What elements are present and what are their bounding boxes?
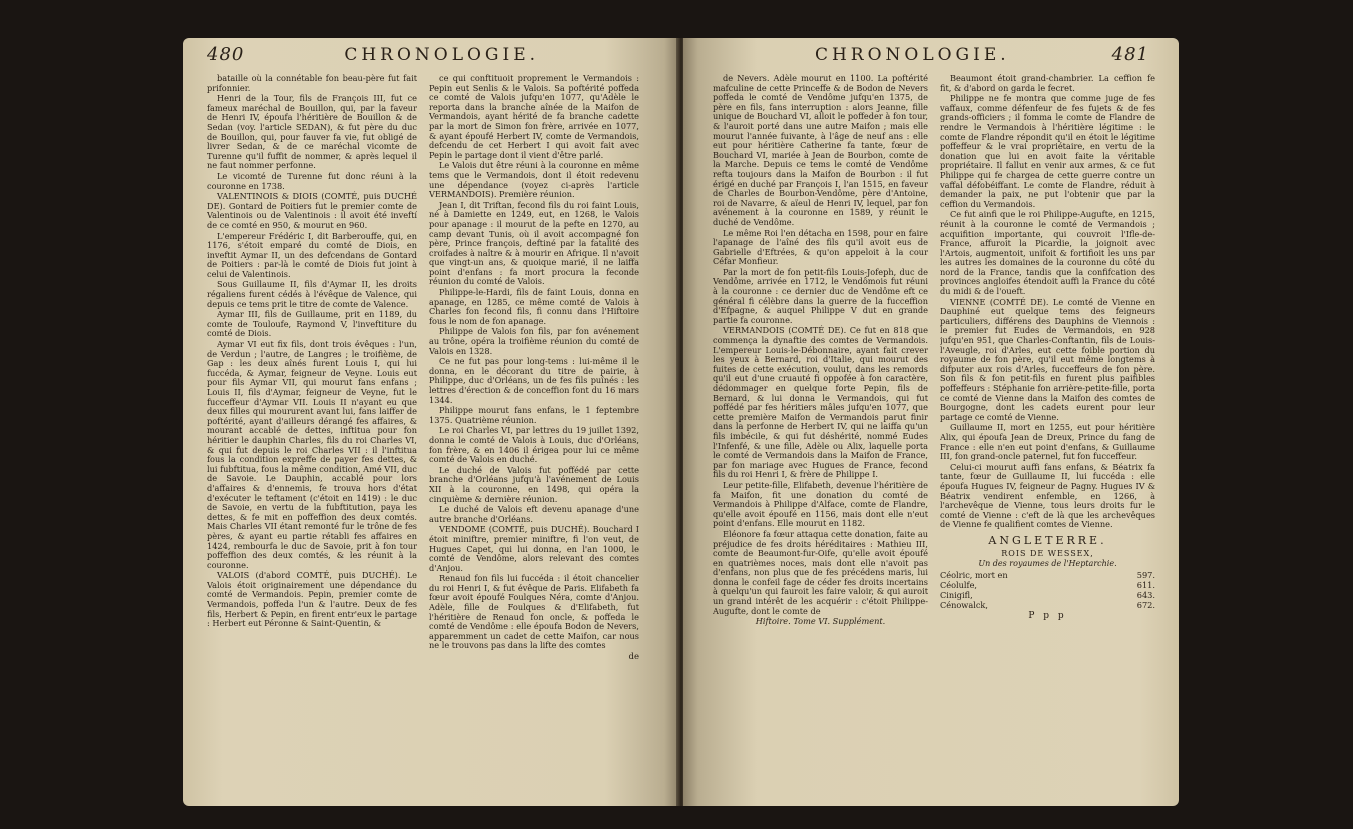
entry-valois: VALOIS (d'abord COMTÉ, puis DUCHÉ). Le Valois étoit originairement une dépendance du comté de Vermandois. Pepin, premier comte de Vermandois, poffeda l'un & l'autre. Deux de fes fils, Herbert & Pepin, en firent entr'eux le partage : Herbert eut Péronne & Saint-Quentin, & [207, 570, 417, 629]
king-name: Céolulfe, [940, 579, 978, 590]
paragraph: Ce fut ainfi que le roi Philippe-Augufte, en 1215, réunit à la couronne le comté de Vermandois ; acquifition importante, qui couvroit l'Ifle-de-France, affuroit la Picardie, la joignoit avec l'Artois, augmentoit, unifoit & fortifioit les uns par les autres les domaines de la couronne du côté du nord de la France, tandis que la confifcation des provinces angloifes étendoit auffi la France du côté du midi & de l'oueft. [940, 209, 1155, 297]
entry-vendome: VENDOME (COMTÉ, puis DUCHÉ). Bouchard I étoit miniftre, premier miniftre, fi l'on veut, de Hugues Capet, qui lui donna, en l'an 1000, le comté de Vendôme, alors relevant des comtes d'Anjou. [429, 524, 639, 573]
paragraph: Le même Roi l'en détacha en 1598, pour en faire l'apanage de l'aîné des fils qu'il avoit eus de Gabrielle d'Eftrées, & qu'on appeloit à la cour Céfar Monfieur. [713, 227, 928, 267]
left-running-head: CHRONOLOGIE. [344, 45, 540, 65]
paragraph: Aymar VI eut fix fils, dont trois évêques : l'un, de Verdun ; l'autre, de Langres ; le troifième, de Gap : les deux aînés furent Louis I, qui lui fuccéda, & Aymar, feigneur de Veyne. Louis eut pour fils Aymar VII, qui mourut fans enfans ; Louis II, fils d'Aymar, feigneur de Veyne, fut le fucceffeur d'Aymar VII. Louis II n'ayant eu que deux filles qui moururent avant lui, fans laiffer de poftérité, ayant d'ailleurs dérangé fes affaires, & mourant accablé de dettes, inftitua pour fon héritier le dauphin Charles, fils du roi Charles VI, & qui fut depuis le roi Charles VII : il l'inftitua fous la condition expreffe de payer fes dettes, & lui fubftitua, fous la même condition, Amé VII, duc de Savoie. Le Dauphin, accablé pour lors d'affaires & d'ennemis, fe trouva hors d'état d'exécuter le teftament (c'étoit en 1419) : le duc de Savoie, en vertu de la fubftitution, paya les dettes, & fe mit en poffeffion des deux comtés. Mais Charles VII étant remonté fur le trône de fes pères, & ayant eu partie rétabli fes affaires en 1424, rembourfa le duc de Savoie, prit à fon tour poffeffion des deux comtés, & les réunit à la couronne. [207, 339, 417, 570]
left-columns [207, 74, 639, 796]
paragraph: Philippe mourut fans enfans, le 1 feptembre 1375. Quatrième réunion. [429, 405, 639, 425]
left-page-header [207, 44, 639, 68]
paragraph: Philippe de Valois fon fils, par fon avénement au trône, opéra la troifième réunion du comté de Valois en 1328. [429, 326, 639, 356]
paragraph: Philippe-le-Hardi, fils de faint Louis, donna en apanage, en 1285, ce même comté de Valois à Charles fon fecond fils, fi connu dans l'Hiftoire fous le nom de fon apanage. [429, 287, 639, 326]
right-page-header [713, 44, 1149, 68]
paragraph: bataille où la connétable fon beau-père fut fait prifonnier. [207, 74, 417, 93]
paragraph: Aymar III, fils de Guillaume, prit en 1189, du comte de Touloufe, Raymond V, l'inveftiture du comté de Diois. [207, 309, 417, 339]
king-year: 611. [1136, 579, 1155, 590]
right-page [683, 38, 1179, 806]
paragraph: Philippe ne fe montra que comme juge de fes vaffaux, comme défenfeur de fes fujets & de fes grands-officiers ; il fomma le comte de Flandre de rendre le Vermandois à l'héritière légitime : le comte de Flandre répondit qu'il en étoit le légitime poffeffeur & le vrai propriétaire, en vertu de la donation que lui en avoit faite la véritable propriétaire. Il fallut en venir aux armes, & ce fut Philippe qui fe chargea de cette guerre contre un vaffal défobéiffant. Le comte de Flandre, réduit à demander la paix, ne put l'obtenir que par la ceffion du Vermandois. [940, 93, 1155, 209]
list-item [940, 590, 1155, 600]
paragraph: Celui-ci mourut auffi fans enfans, & Béatrix fa tante, fœur de Guillaume II, lui fuccéda : elle époufa Hugues IV, feigneur de Pagny. Hugues IV & Béatrix vendirent enfemble, en 1266, à l'archevêque de Vienne, tous leurs droits fur le comté de Vienne : c'eft de là que les archevêques de Vienne fe qualifient comtes de Vienne. [940, 461, 1155, 530]
list-item [940, 580, 1155, 590]
right-column-2 [940, 74, 1155, 796]
entry-valentinois: VALENTINOIS & DIOIS (COMTÉ, puis DUCHÉ DE). Gontard de Poitiers fut le premier comte de Valentinois ou de Valentinois : il avoit été inveftí de ce comté en 950, & mourut en 960. [207, 191, 417, 230]
catchword: de [628, 652, 639, 663]
footer-note: Hiftoire. Tome VI. Supplément. [755, 616, 886, 627]
entry-vienne: VIENNE (COMTÉ DE). Le comté de Vienne en Dauphiné eut quelque tems des feigneurs particuliers, différens des Dauphins de Viennois : le premier fut Eudes de Vermandois, en 928 jufqu'en 951, que Charles-Conftantin, fils de Louis-l'Aveugle, roi d'Arles, eut cette foible portion du royaume de fon père, qu'il eut même longtems à difputer aux rois d'Arles, fucceffeurs de fon père. Son fils & fon petit-fils en furent plus paifibles poffeffeurs : Stéphanie fon arrière-petite-fille, porta ce comté de Vienne dans la Maifon des comtes de Bourgogne, dont les cadets eurent pour leur partage ce comté de Vienne. [940, 296, 1155, 422]
right-running-head: CHRONOLOGIE. [814, 45, 1010, 65]
subsection-subtitle: Un des royaumes de l'Heptarchie. [978, 559, 1117, 569]
list-item [940, 600, 1155, 610]
list-item [940, 570, 1155, 580]
left-page [183, 38, 679, 806]
paragraph: Eléonore fa fœur attaqua cette donation, faite au préjudice de fes droits héréditaires : Mathieu III, comte de Beaumont-fur-Oife, qu'elle avoit époufé en quatrièmes noces, mais dont elle n'avoit pas d'enfans, non plus que de fes précédens maris, lui donna le confeil fage de céder fes droits incertains à quelqu'un qui fauroit les faire valoir, & qui auroit un grand intérêt de les acquérir : c'étoit Philippe-Augufte, dont le comte de [713, 528, 928, 616]
paragraph: L'empereur Frédéric I, dit Barberouffe, qui, en 1176, s'étoit emparé du comté de Diois, en inveftit Aymar II, un des defcendans de Gontard de Poitiers : par-là le comté de Diois fut joint à celui de Valentinois. [207, 230, 417, 279]
king-list [940, 570, 1155, 610]
paragraph: Guillaume II, mort en 1255, eut pour héritière Alix, qui époufa Jean de Dreux, Prince du fang de France : elle n'en eut point d'enfans, & Guillaume III, fon grand-oncle paternel, fut fon fucceffeur. [940, 422, 1155, 462]
paragraph: Ce ne fut pas pour long-tems : lui-même il le donna, en le décorant du titre de pairie, à Philippe, duc d'Orléans, un de fes fils puînés : les lettres d'érection & de conceffion font du 16 mars 1344. [429, 356, 639, 405]
paragraph: Sous Guillaume II, fils d'Aymar II, les droits régaliens furent cédés à l'évêque de Valence, qui depuis ce tems prit le titre de comte de Valence. [207, 279, 417, 309]
king-year: 672. [1136, 599, 1155, 610]
king-name: Cénowalck, [940, 599, 988, 610]
paragraph: Leur petite-fille, Elifabeth, devenue l'héritière de fa Maifon, fit une donation du comté de Vermandois à Philippe d'Alface, comte de Flandre, qu'elle avoit époufé en 1156, mais dont elle n'eut point d'enfans. Elle mourut en 1182. [713, 479, 928, 529]
subsection-title: ROIS DE WESSEX, [1001, 548, 1094, 558]
paragraph: de Nevers. Adèle mourut en 1100. La poftérité mafculine de cette Princeffe & de Bodon de Nevers poffeda le comté de Vendôme jufqu'en 1375, de père en fils, fans interruption : alors Jeanne, fille unique de Bouchard VI, alloit le poffeder à fon tour, & l'auroit porté dans une autre Maifon ; mais elle mourut l'année fuivante, à l'âge de neuf ans : elle eut pour héritière Catherine fa tante, fœur de Bouchard VI, mariée à Jean de Bourbon, comte de la Marche. Depuis ce tems le comté de Vendôme refta toujours dans la Maifon de Bourbon : il fut érigé en duché par François I, l'an 1515, en faveur de Charles de Bourbon-Vendôme, père d'Antoine, roi de Navarre, & aïeul de Henri IV, lequel, par fon avénement à la couronne en 1589, y réunit le duché de Vendôme. [713, 74, 928, 227]
left-folio: 480 [207, 44, 245, 65]
king-name: Céolric, mort en [940, 569, 1008, 580]
signature-mark: P p p [1028, 610, 1067, 621]
paragraph: Par la mort de fon petit-fils Louis-Jofeph, duc de Vendôme, arrivée en 1712, le Vendômois fut réuni à la couronne : ce dernier duc de Vendôme eft ce général fi célèbre dans la guerre de la fucceffion d'Efpagne, & auquel Philippe V dut en grande partie fa couronne. [713, 266, 928, 325]
king-year: 643. [1136, 589, 1155, 600]
right-column-1 [713, 74, 928, 796]
paragraph: Le Valois dut être réuni à la couronne en même tems que le Vermandois, dont il étoit redevenu une dépendance (voyez ci-après l'article VERMANDOIS). Première réunion. [429, 160, 639, 200]
paragraph: Le duché de Valois fut poffédé par cette branche d'Orléans jufqu'à l'avénement de Louis XII à la couronne, en 1498, qui opéra la cinquième & dernière réunion. [429, 464, 639, 504]
section-title: ANGLETERRE. [988, 533, 1107, 547]
right-columns [713, 74, 1155, 796]
paragraph: Henri de la Tour, fils de François III, fut ce fameux maréchal de Bouillon, qui, par la faveur de Henri IV, époufa l'héritière de Bouillon & de Sedan (voy. l'article SEDAN), & fut père du duc de Bouillon, qui, pour fauver fa vie, fut obligé de livrer Sedan, & de ce maréchal vicomte de Turenne qu'il fuffit de nommer, & après lequel il ne faut nommer perfonne. [207, 93, 417, 171]
left-column-1 [207, 74, 417, 796]
right-folio: 481 [1111, 44, 1149, 65]
paragraph: Jean I, dit Triftan, fecond fils du roi faint Louis, né à Damiette en 1249, eut, en 1268, le Valois pour apanage : il mourut de la pefte en 1270, au camp devant Tunis, où il avoit accompagné fon père, Prince françois, deftiné par la fatalité des croifades à naître & à mourir en Afrique. Il n'avoit que vingt-un ans, & quoique marié, il ne laiffa point d'enfans : fa mort procura la feconde réunion du comté de Valois. [429, 199, 639, 287]
king-year: 597. [1136, 569, 1155, 580]
paragraph: Le duché de Valois eft devenu apanage d'une autre branche d'Orléans. [429, 504, 639, 524]
paragraph: Le vicomté de Turenne fut donc réuni à la couronne en 1738. [207, 170, 417, 191]
paragraph: ce qui conftituoit proprement le Vermandois : Pepin eut Senlis & le Valois. Sa poftérité poffeda ce comté de Valois jufqu'en 1077, qu'Adèle le reporta dans la branche aînée de la Maifon de Vermandois, ayant hérité de fa branche cadette par la mort de Simon fon frère, arrivée en 1077, & ayant époufé Herbert IV, comte de Vermandois, defcendu de cet Herbert I qui avoit fait avec Pepin le partage dont il vient d'être parlé. [429, 74, 639, 160]
paragraph: Beaumont étoit grand-chambrier. La ceffion fe fit, & d'abord on garda le fecret. [940, 74, 1155, 93]
paragraph: Renaud fon fils lui fuccéda : il étoit chancelier du roi Henri I, & fut évêque de Paris. Elifabeth fa fœur avoit époufé Foulques Néra, comte d'Anjou. Adèle, fille de Foulques & d'Elifabeth, fut l'héritière de Renaud fon oncle, & poffeda le comté de Vendôme : elle époufa Bodon de Nevers, apparemment un cadet de cette Maifon, car nous ne le trouvons pas dans la lifte des comtes [429, 573, 639, 651]
left-column-2 [429, 74, 639, 796]
paragraph: Le roi Charles VI, par lettres du 19 juillet 1392, donna le comté de Valois à Louis, duc d'Orléans, fon frère, & en 1406 il érigea pour lui ce même comté de Valois en duché. [429, 425, 639, 465]
entry-vermandois: VERMANDOIS (COMTÉ DE). Ce fut en 818 que commença la dynaftie des comtes de Vermandois. L'empereur Louis-le-Débonnaire, ayant fait crever les yeux à Bernard, roi d'Italie, qui mourut des fuites de cette exécution, voulut, dans les remords qu'il eut d'une cruauté fi oppofée à fon caractère, dédommager en quelque forte Pepin, fils de Bernard, & lui donna le Vermandois, qui fut poffédé par fes héritiers mâles jufqu'en 1077, que cette première Maifon de Vermandois parut finir dans la perfonne de Herbert IV, qui ne laiffa qu'un fils imbécile, & qui fut déshérité, nommé Eudes l'Infenfé, & une fille, Adèle ou Alix, laquelle porta le comté de Vermandois dans la Maifon de France, par fon mariage avec Hugues de France, fecond fils du roi Henri I, & frère de Philippe I. [713, 325, 928, 480]
king-name: Cinigifl, [940, 589, 973, 600]
